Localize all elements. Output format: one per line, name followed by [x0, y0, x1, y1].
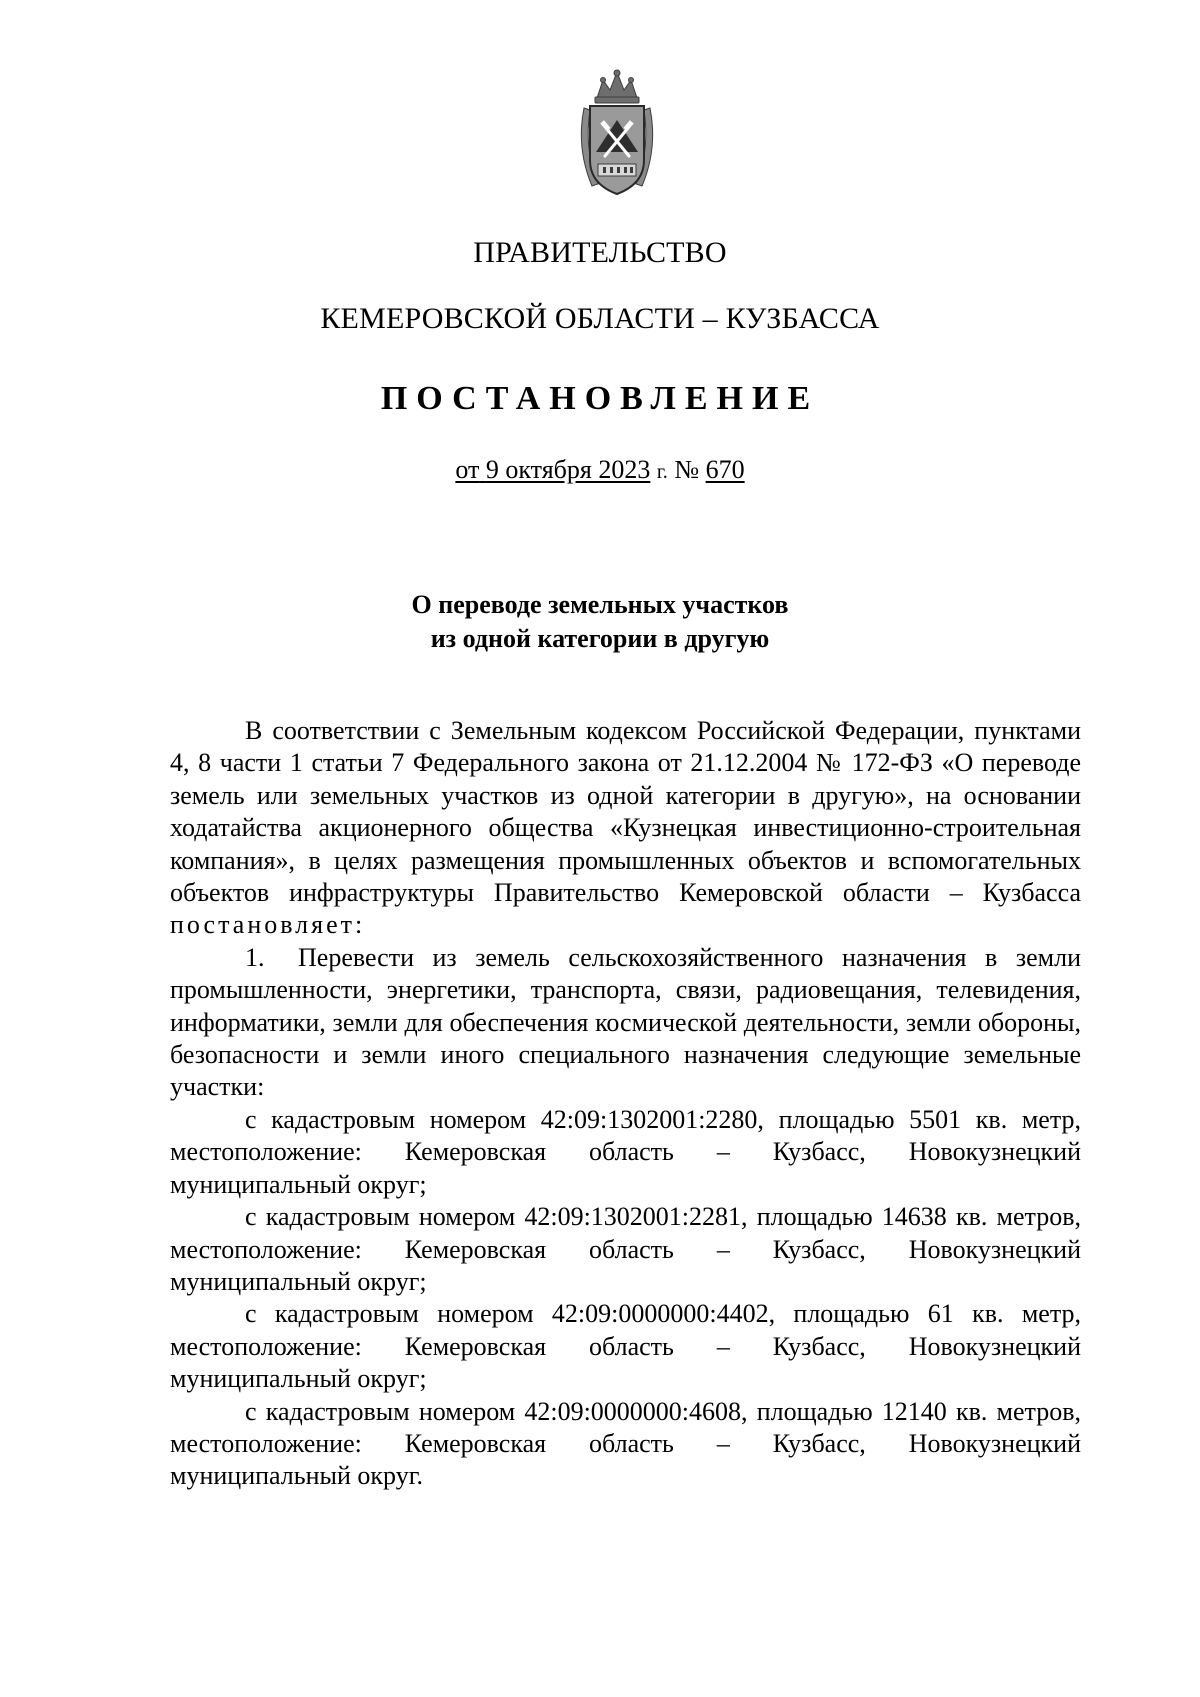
parcel-item: с кадастровым номером 42:09:0000000:4608, площадью 12140 кв. метров, местоположение: Кемеровская область – Кузбасс, Новокузнецкий муниципальный округ.: [170, 1396, 1081, 1491]
preamble-text: В соответствии с Земельным кодексом Российской Федерации, пунктами 4, 8 части 1 статьи 7 Федерального закона от 21.12.2004 № 172-ФЗ «О переводе земель или земельных участков из одной категории в другую», на основании ходатайства акционерного общества «Кузнецкая инвестиционно-строительная компания», в целях размещения промышленных объектов и вспомогательных объектов инфраструктуры Правительство Кемеровской области – Кузбасса: [170, 716, 1081, 908]
preamble-paragraph: [170, 715, 1081, 942]
resolves-word: постановляет: [170, 910, 356, 940]
clause-1-paragraph: [170, 942, 1081, 1104]
preamble-colon: :: [355, 910, 363, 940]
date-prefix: от: [455, 455, 480, 484]
document-number: 670: [705, 455, 745, 484]
org-name-line-1: ПРАВИТЕЛЬСТВО: [473, 236, 727, 269]
number-sign: №: [674, 455, 700, 484]
coat-of-arms-icon: [570, 68, 664, 200]
parcel-item: с кадастровым номером 42:09:0000000:4402, площадью 61 кв. метр, местоположение: Кемеровская область – Кузбасс, Новокузнецкий муниципальный округ;: [170, 1299, 1081, 1394]
year-suffix: г.: [656, 461, 668, 483]
clause-1-number: 1.: [245, 942, 265, 972]
date-field: [455, 455, 650, 484]
document-type: ПОСТАНОВЛЕНИЕ: [380, 380, 820, 417]
document-date-number: [0, 455, 1200, 485]
clause-1-text: Перевести из земель сельскохозяйственного назначения в земли промышленности, энергетики, транспорта, связи, радиовещания, телевидения, информатики, земли для обеспечения космической деятельности, земли обороны, безопасности и земли иного специального назначения следующие земельные участки:: [170, 942, 1081, 1102]
parcel-item: с кадастровым номером 42:09:1302001:2281, площадью 14638 кв. метров, местоположение: Кемеровская область – Кузбасс, Новокузнецкий муниципальный округ;: [170, 1202, 1081, 1296]
parcel-item: с кадастровым номером 42:09:1302001:2280, площадью 5501 кв. метр, местоположение: Кемеровская область – Кузбасс, Новокузнецкий муниципальный округ;: [170, 1104, 1081, 1199]
org-name-line-2: КЕМЕРОВСКОЙ ОБЛАСТИ – КУЗБАССА: [320, 302, 880, 335]
date-value: 9 октября 2023: [485, 455, 651, 484]
document-body: [170, 715, 1081, 1493]
document-title-line-2: из одной категории в другую: [430, 624, 770, 653]
document-title-line-1: О переводе земельных участков: [411, 590, 789, 619]
